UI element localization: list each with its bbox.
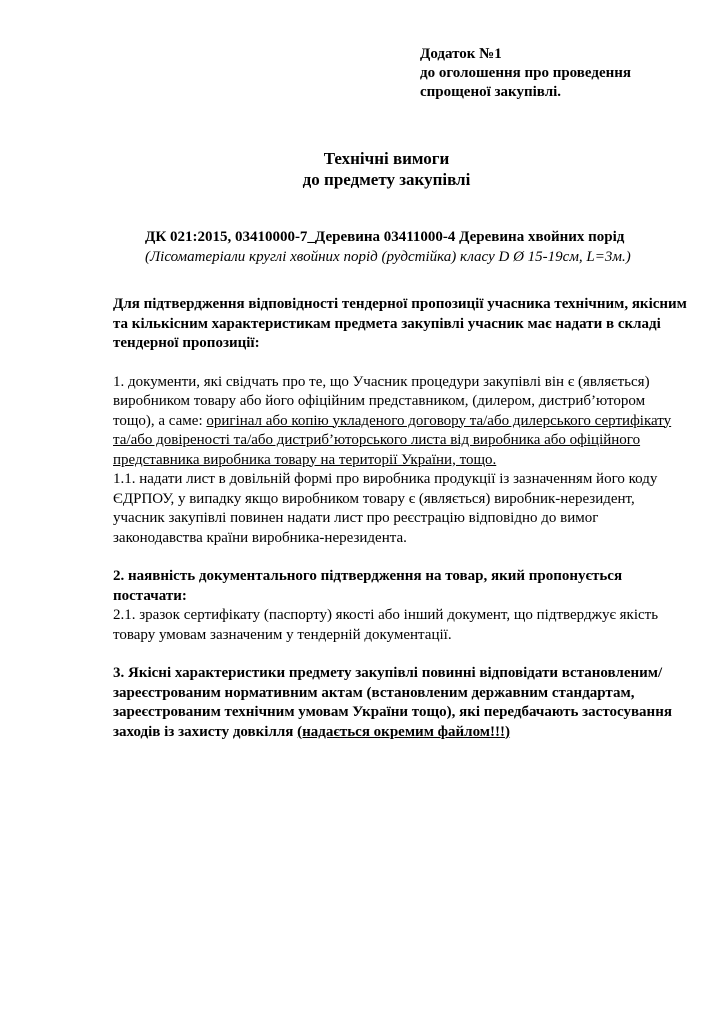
document-title-line-2: до предмету закупівлі [302, 170, 471, 189]
item-1-text: 1. документи, які свідчать про те, що Учасник процедури закупівлі він є (являється) виробником товару або його офіційним представником, (дилером, дистриб’ютором тощо), а саме: [113, 373, 650, 429]
annex-line-3: спрощеної закупівлі. [420, 84, 562, 100]
item-1-underlined-text: оригінал або копію укладеного договору та/або дилерського сертифікату та/або довіреності та/або дистриб’юторського листа від виробника або офіційного представника виробника товару на території України, тощо. [113, 412, 672, 468]
requirement-item-2-1: 2.1. зразок сертифікату (паспорту) якості або інший документ, що підтверджує якість товару умовам зазначеним у тендерній документації. [113, 607, 659, 643]
document-title-line-1: Технічні вимоги [323, 149, 450, 168]
annex-note [420, 45, 688, 102]
annex-line-1: Додаток №1 [420, 46, 502, 62]
requirement-item-2-heading: 2. наявність документального підтвердження на товар, який пропонується постачати: [113, 568, 623, 604]
requirement-item-3 [113, 664, 688, 742]
requirement-item-1-1: 1.1. надати лист в довільній формі про виробника продукції із зазначенням його коду ЄДРПОУ, у випадку якщо виробником товару є (являється) виробник-нерезидент, учасник закупівлі повинен надати лист про реєстрацію відповідно до вимог законодавства країни виробника-нерезидента. [113, 471, 658, 546]
document-title [99, 148, 674, 190]
item-3-underlined-text: (надається окремим файлом!!!) [297, 723, 511, 740]
procurement-code: ДК 021:2015, 03410000-7_Деревина 03411000-4 Деревина хвойних порід [145, 229, 625, 245]
intro-paragraph: Для підтвердження відповідності тендерної пропозиції учасника технічним, якісним та кількісним характеристикам предмета закупівлі учасник має надати в складі тендерної пропозиції: [113, 296, 687, 351]
procurement-description: (Лісоматеріали круглі хвойних порід (рудстійка) класу D Ø 15-19см, L=3м.) [145, 248, 631, 265]
procurement-subject [145, 228, 688, 267]
annex-line-2: до оголошення про проведення [420, 65, 632, 81]
requirement-item-1 [113, 373, 688, 471]
item-3-text: 3. Якісні характеристики предмету закупівлі повинні відповідати встановленим/зареєстрованим нормативним актам (встановленим державним стандартам, зареєстрованим технічним умовам України тощо), які передбачають застосування заходів із захисту довкілля [113, 665, 672, 740]
